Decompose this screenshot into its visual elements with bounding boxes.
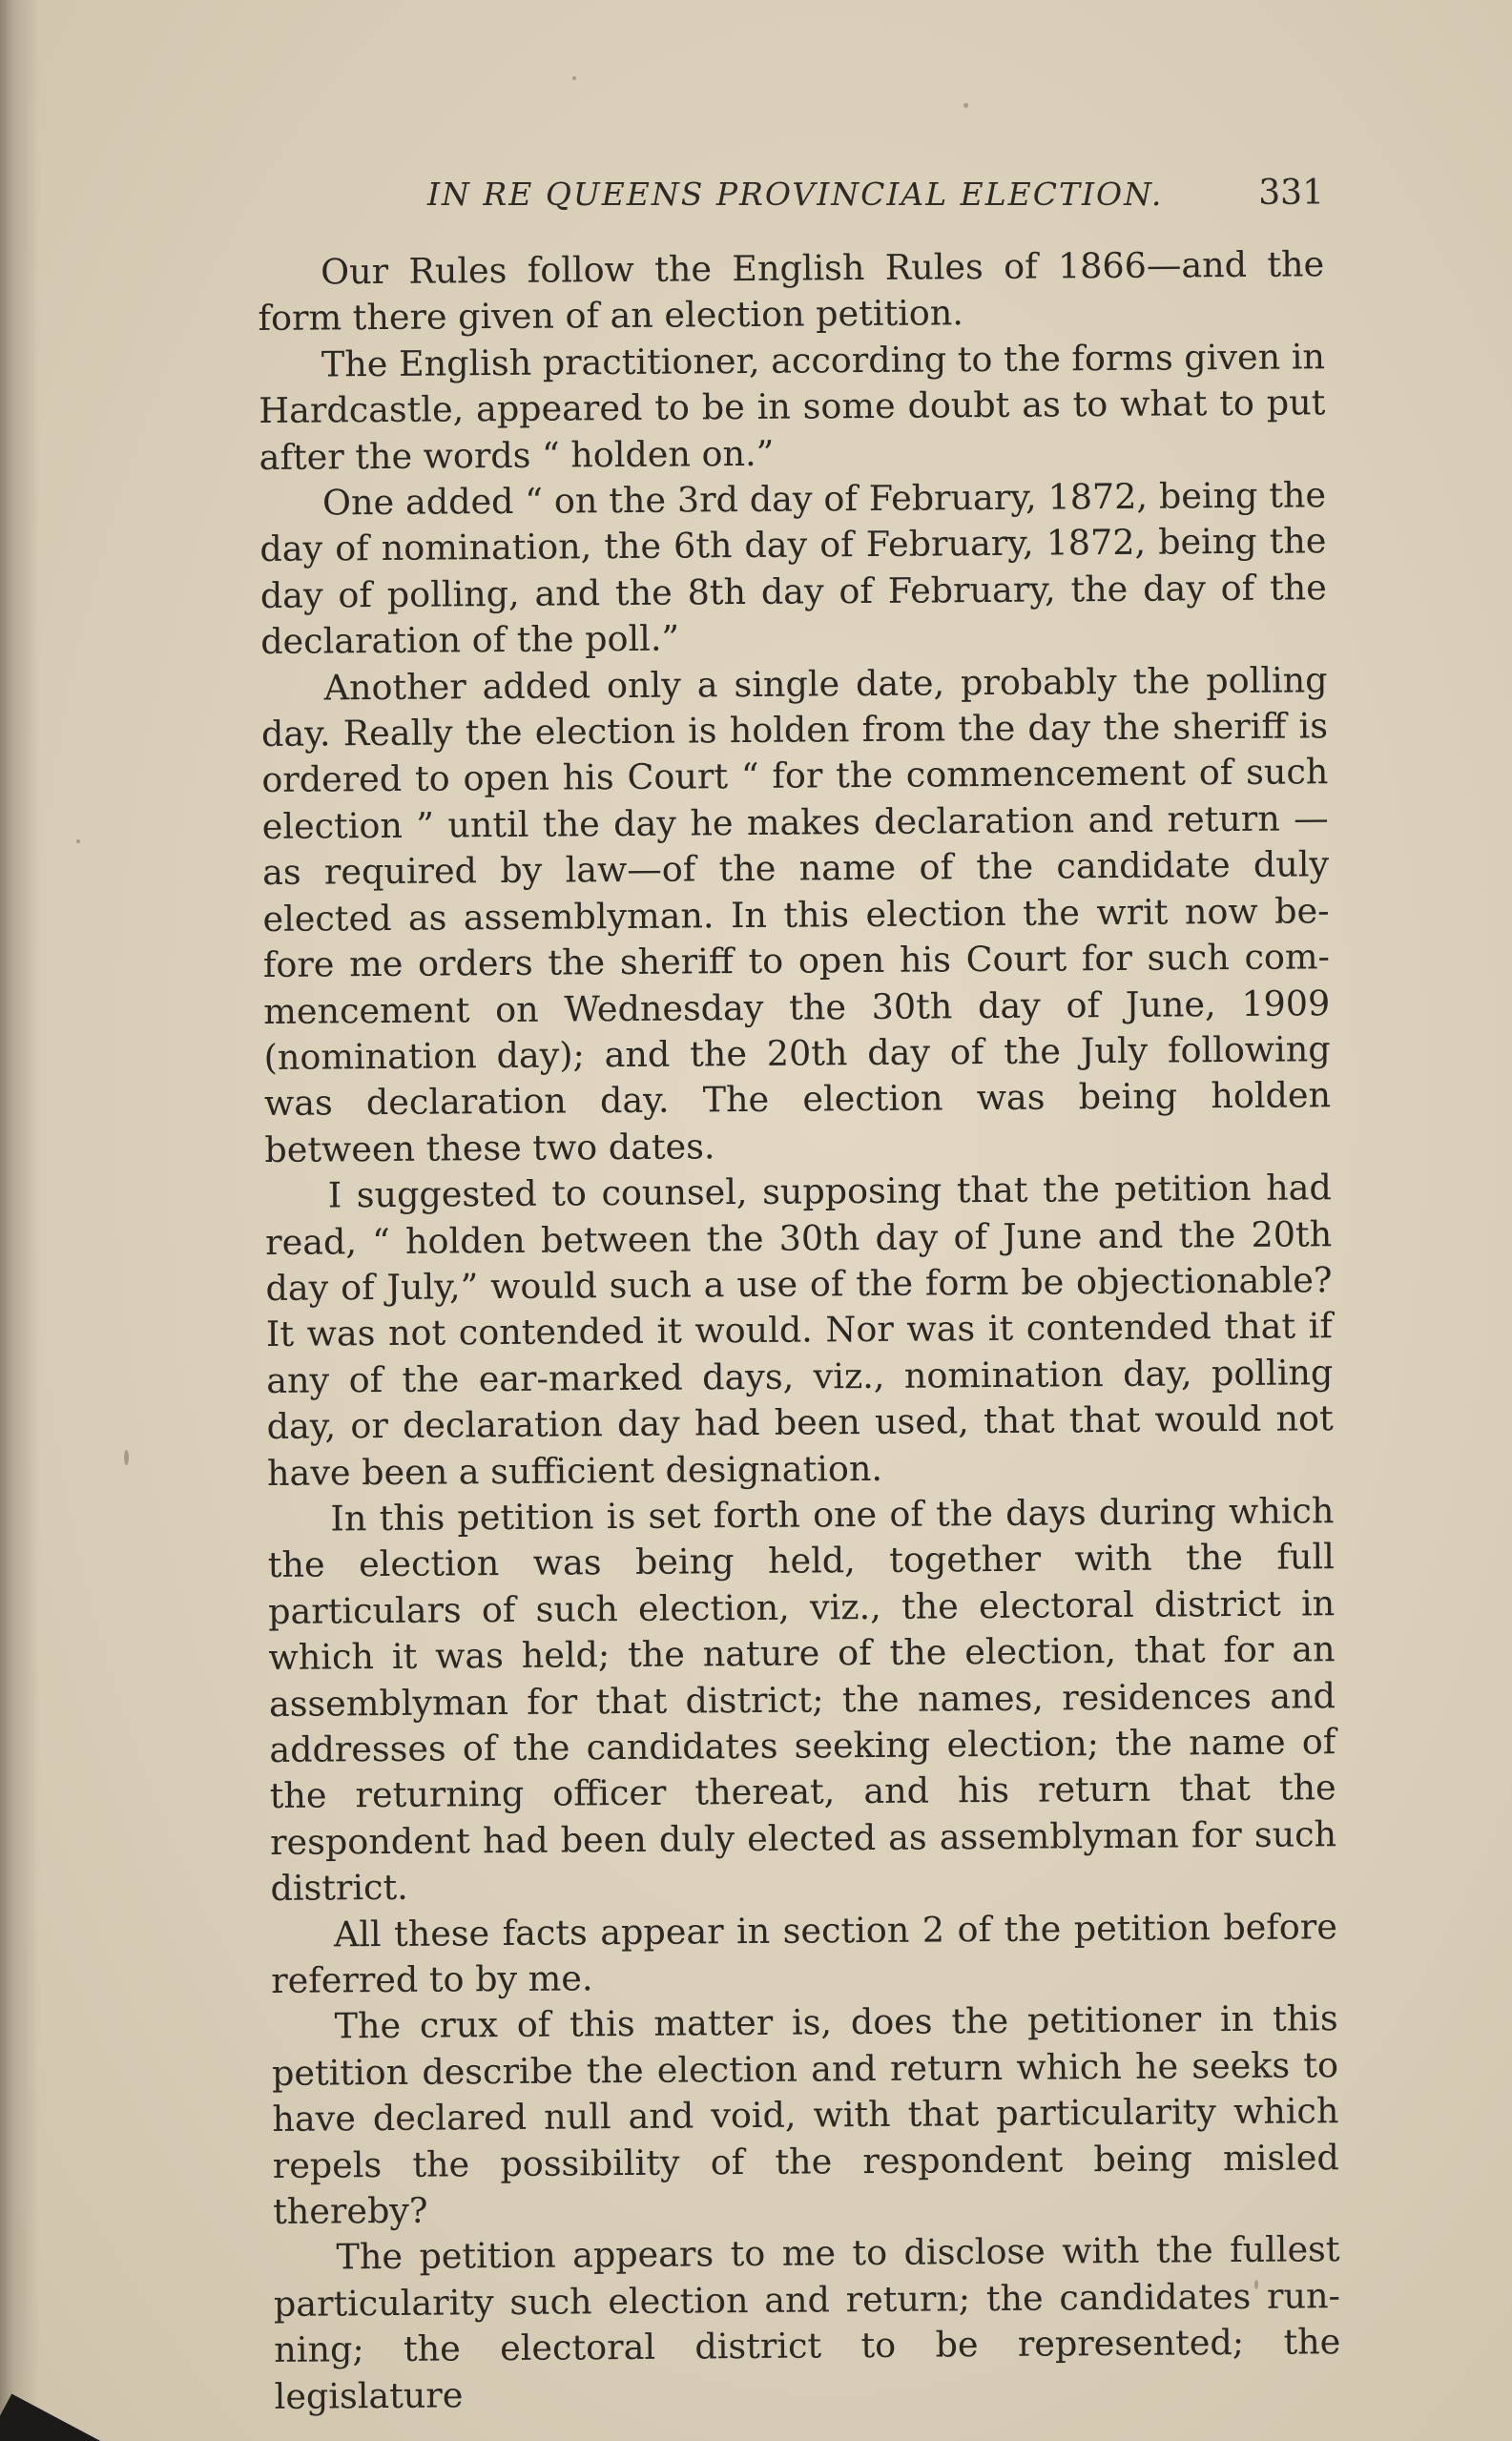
paper-speck <box>76 839 80 843</box>
page-header <box>256 168 1324 225</box>
body-text <box>258 241 1341 2420</box>
paper-speck <box>124 1450 129 1465</box>
paragraph: Another added only a single date, probably the polling day. Really the election is holden from the day the sheriff is ordered to open his Court “ for the commencement of such election ” until the day he makes declaration and return —as required by law—of the name of the candidate duly elected as assemblyman. In this election the writ now before me orders the sheriff to open his Court for such commencement on Wednesday the 30th day of June, 1909 (nomination day); and the 20th day of the July following was declaration day. The election was being holden between these two dates. <box>260 658 1332 1170</box>
paragraph: In this petition is set forth one of the days during which the election was being held, together with the full particulars of such election, viz., the electoral district in which it was held; the nature of the election, that for an assemblyman for that district; the names, residences and addresses of the candidates seeking election; the name of the returning officer thereat, and his return that the respondent had been duly elected as assemblyman for such district. <box>267 1490 1337 1910</box>
paragraph: I suggested to counsel, supposing that the petition had read, “ holden between the 30th day of June and the 20th day of July,” would such a use of the form be objectionable? It was not contended it would. Nor was it contended that if any of the ear-marked days, viz., nomination day, polling day, or declaration day had been used, that that would not have been a sufficient designation. <box>264 1167 1334 1494</box>
paper-speck <box>572 76 576 80</box>
paper-speck <box>963 103 968 108</box>
page-number: 331 <box>1258 174 1324 213</box>
paragraph: One added “ on the 3rd day of February, 1872, being the day of nomination, the 6th day of February, 1872, being the day of polling, and the 8th day of February, the day of the declaration of the poll.” <box>259 474 1327 663</box>
page-corner-shadow <box>0 2394 130 2441</box>
paragraph: All these facts appear in section 2 of the petition before referred to by me. <box>271 1905 1338 2001</box>
running-head: IN RE QUEENS PROVINCIAL ELECTION. <box>427 176 1164 213</box>
paragraph: The English practitioner, according to the forms given in Hardcastle, appeared to be in some doubt as to what to put after the words “ holden on.” <box>259 336 1326 478</box>
binding-shadow <box>0 0 40 2441</box>
paragraph: The petition appears to me to disclose with the fullest particularity such election and return; the candidates running; the electoral district to be represented; the legislature <box>273 2228 1341 2417</box>
paragraph: Our Rules follow the English Rules of 1866—and the form there given of an election petition. <box>258 243 1325 340</box>
paragraph: The crux of this matter is, does the petitioner in this petition describe the election and return which he seeks to have declared null and void, with that particularity which repels the possibility of the respondent being misled thereby? <box>271 1997 1339 2232</box>
